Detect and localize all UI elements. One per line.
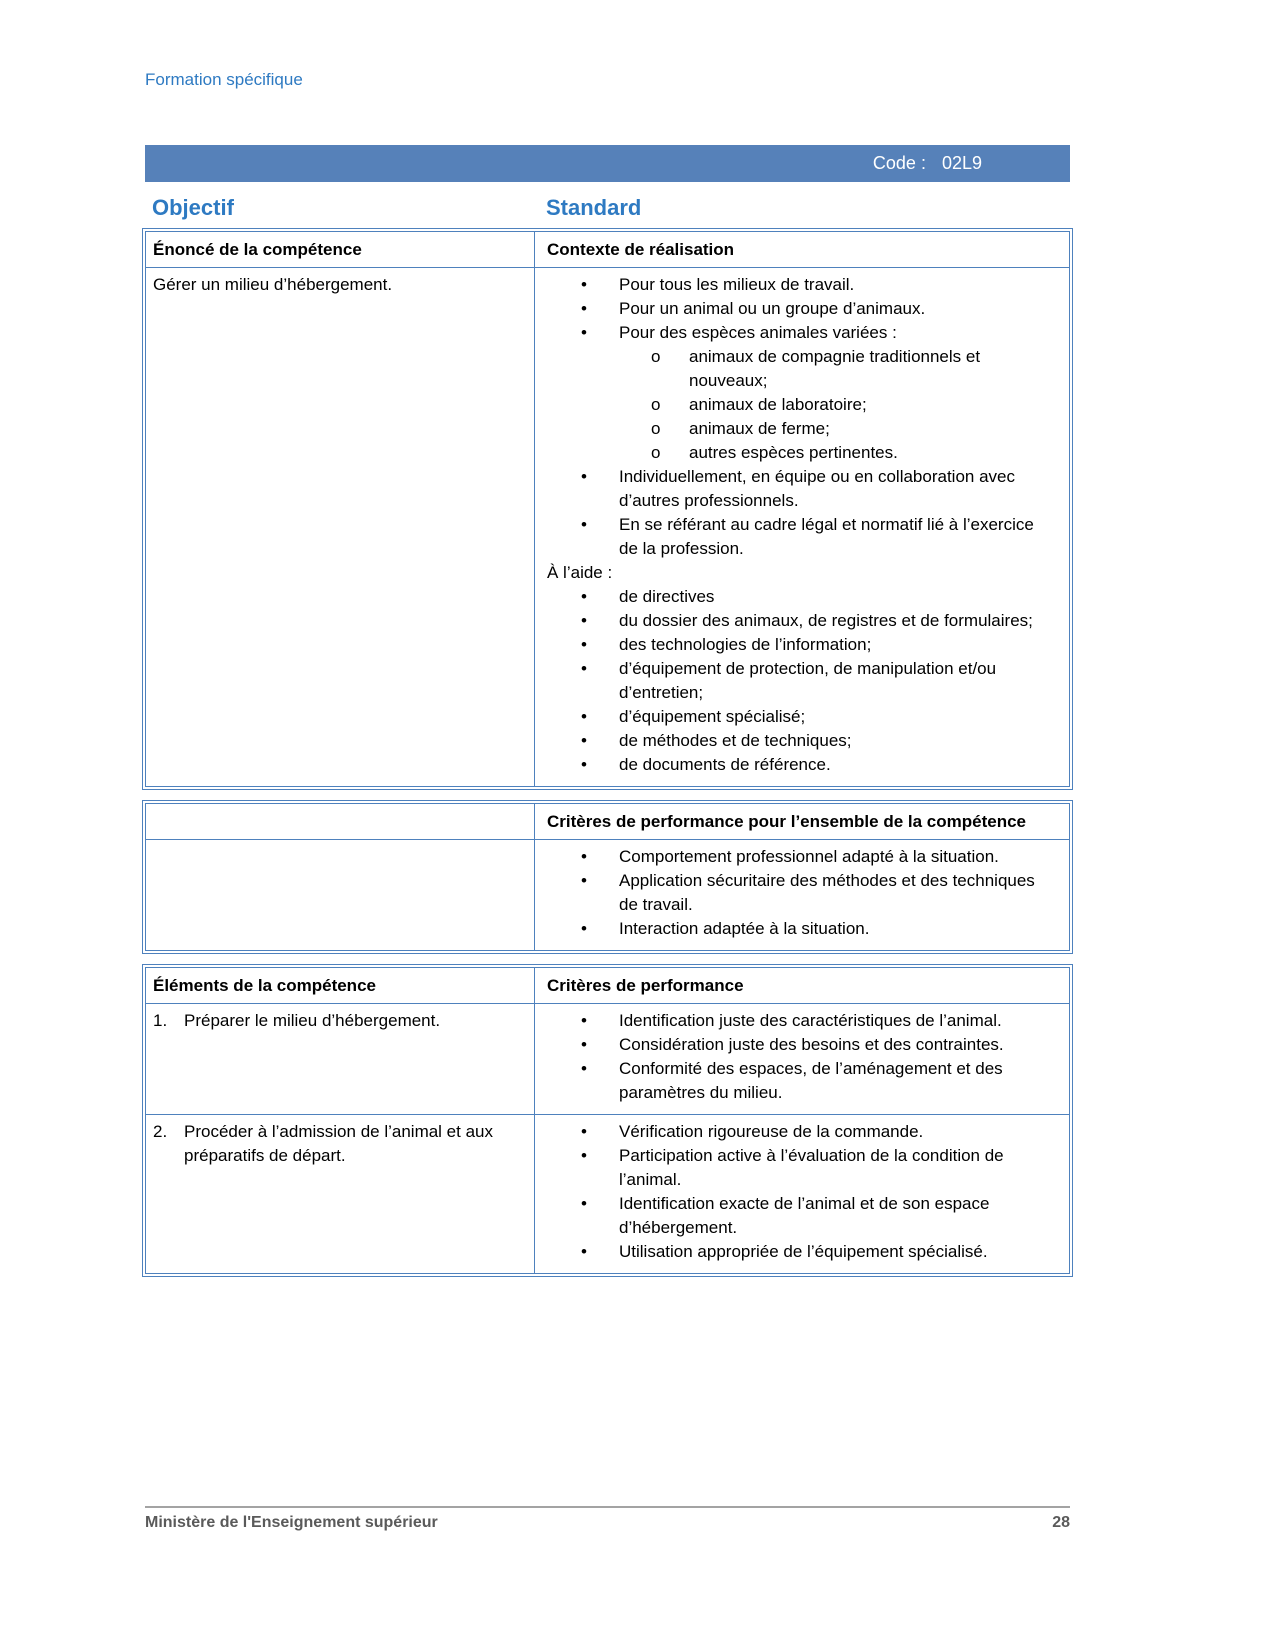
list-item — [547, 345, 1055, 393]
bullet-marker: • — [581, 275, 587, 294]
list-item — [547, 393, 1055, 417]
code-value: 02L9 — [941, 153, 982, 173]
bullet-marker: • — [581, 1122, 587, 1141]
list-item — [547, 1057, 1055, 1105]
bullet-marker: • — [581, 1194, 587, 1213]
bullet-marker: • — [581, 871, 587, 890]
list-item-text: Individuellement, en équipe ou en collaboration avec d’autres professionnels. — [619, 467, 1015, 510]
list-item-text: Vérification rigoureuse de la commande. — [619, 1122, 924, 1141]
criteres-ensemble-list — [547, 845, 1055, 941]
list-item-text: de méthodes et de techniques; — [619, 731, 852, 750]
criteres-list — [547, 1120, 1055, 1264]
bullet-marker: • — [581, 1242, 587, 1261]
item-text: Procéder à l’admission de l’animal et aux préparatifs de départ. — [184, 1122, 493, 1165]
bullet-marker: • — [581, 731, 587, 750]
list-item-text: Considération juste des besoins et des contraintes. — [619, 1035, 1004, 1054]
list-item-text: d’équipement spécialisé; — [619, 707, 806, 726]
list-item — [547, 1144, 1055, 1192]
list-item-text: de directives — [619, 587, 715, 606]
table-criteres-ensemble — [145, 803, 1070, 951]
bullet-marker: • — [581, 611, 587, 630]
list-item-text: Identification exacte de l’animal et de son espace d’hébergement. — [619, 1194, 990, 1237]
sub-bullet-marker: o — [651, 395, 661, 414]
list-item — [547, 609, 1055, 633]
empty-cell — [146, 804, 534, 839]
list-item-text: Pour des espèces animales variées : — [619, 323, 897, 342]
section-label: Formation spécifique — [145, 70, 303, 89]
list-item — [547, 917, 1055, 941]
bullet-marker: • — [581, 587, 587, 606]
list-item-text: Utilisation appropriée de l’équipement spécialisé. — [619, 1242, 988, 1261]
numbered-item — [153, 1009, 524, 1033]
list-item-text: Comportement professionnel adapté à la situation. — [619, 847, 999, 866]
list-item — [547, 1240, 1055, 1264]
code-bar — [145, 145, 1070, 182]
criteres-cell — [534, 1004, 1069, 1114]
sub-bullet-marker: o — [651, 443, 661, 462]
list-item — [547, 657, 1055, 705]
header-contexte: Contexte de réalisation — [534, 232, 1069, 267]
page-number: 28 — [1052, 1514, 1070, 1531]
table-body-row — [146, 267, 1069, 786]
list-item-text: des technologies de l’information; — [619, 635, 872, 654]
list-item — [547, 273, 1055, 297]
list-item-text: Pour un animal ou un groupe d’animaux. — [619, 299, 926, 318]
page-footer — [145, 1506, 1070, 1532]
list-item-text: animaux de compagnie traditionnels et nouveaux; — [689, 347, 981, 390]
header-elements: Éléments de la compétence — [153, 976, 376, 995]
list-item-text: Application sécuritaire des méthodes et des techniques de travail. — [619, 871, 1035, 914]
list-item-text: Pour tous les milieux de travail. — [619, 275, 855, 294]
list-item — [547, 753, 1055, 777]
list-item-text: En se référant au cadre légal et normatif lié à l’exercice de la profession. — [619, 515, 1034, 558]
bullet-marker: • — [581, 847, 587, 866]
list-item — [547, 1192, 1055, 1240]
list-item-text: Interaction adaptée à la situation. — [619, 919, 870, 938]
bullet-marker: • — [581, 323, 587, 342]
code-label: Code : — [872, 153, 926, 173]
list-item-text: animaux de laboratoire; — [689, 395, 867, 414]
list-item — [547, 513, 1055, 561]
list-item — [547, 1009, 1055, 1033]
bullet-marker: • — [581, 1059, 587, 1078]
criteres-cell — [534, 1115, 1069, 1273]
header-criteres: Critères de performance — [534, 968, 1069, 1003]
list-item-text: Participation active à l’évaluation de la condition de l’animal. — [619, 1146, 1004, 1189]
table-header-row — [146, 968, 1069, 1003]
list-item — [547, 869, 1055, 917]
header-enonce: Énoncé de la compétence — [153, 240, 362, 259]
item-text: Préparer le milieu d’hébergement. — [184, 1011, 441, 1030]
list-item — [547, 633, 1055, 657]
element-row-1 — [146, 1003, 1069, 1114]
bullet-marker: • — [581, 919, 587, 938]
criteres-list — [547, 1009, 1055, 1105]
objectif-heading: Objectif — [152, 195, 234, 220]
header-criteres-ensemble: Critères de performance pour l’ensemble de la compétence — [534, 804, 1069, 839]
list-item — [547, 705, 1055, 729]
bullet-marker: • — [581, 1035, 587, 1054]
bullet-marker: • — [581, 635, 587, 654]
bullet-marker: • — [581, 467, 587, 486]
item-number: 2. — [153, 1122, 168, 1141]
sub-bullet-marker: o — [651, 419, 661, 438]
list-item-text: autres espèces pertinentes. — [689, 443, 898, 462]
sub-bullet-marker: o — [651, 347, 661, 366]
list-item — [547, 585, 1055, 609]
table-header-row — [146, 232, 1069, 267]
table-elements-criteres — [145, 967, 1070, 1274]
enonce-text: Gérer un milieu d’hébergement. — [153, 275, 393, 294]
table-header-row — [146, 804, 1069, 839]
bullet-marker: • — [581, 755, 587, 774]
list-item-text: d’équipement de protection, de manipulation et/ou d’entretien; — [619, 659, 997, 702]
list-item — [547, 441, 1055, 465]
list-item — [547, 845, 1055, 869]
document-content — [145, 0, 1070, 1290]
list-item-text: de documents de référence. — [619, 755, 831, 774]
bullet-marker: • — [581, 299, 587, 318]
standard-heading: Standard — [546, 195, 642, 220]
element-cell — [146, 1115, 534, 1273]
footer-ministry: Ministère de l'Enseignement supérieur — [145, 1514, 438, 1531]
table-enonce-contexte — [145, 231, 1070, 787]
list-item-text: du dossier des animaux, de registres et de formulaires; — [619, 611, 1033, 630]
bullet-marker: • — [581, 1146, 587, 1165]
empty-cell — [146, 840, 534, 950]
contexte-cell — [534, 268, 1069, 786]
bullet-marker: • — [581, 515, 587, 534]
bullet-marker: • — [581, 659, 587, 678]
bullet-marker: • — [581, 1011, 587, 1030]
contexte-list — [547, 273, 1055, 777]
list-item — [547, 1033, 1055, 1057]
list-item — [547, 1120, 1055, 1144]
element-row-2 — [146, 1114, 1069, 1273]
list-item — [547, 297, 1055, 321]
item-number: 1. — [153, 1011, 168, 1030]
list-item — [547, 417, 1055, 441]
list-item — [547, 321, 1055, 345]
criteres-ensemble-cell — [534, 840, 1069, 950]
table-body-row — [146, 839, 1069, 950]
list-item-text: Identification juste des caractéristiques de l’animal. — [619, 1011, 1002, 1030]
list-item — [547, 729, 1055, 753]
list-item — [547, 465, 1055, 513]
element-cell — [146, 1004, 534, 1114]
list-item: À l’aide : — [547, 563, 613, 582]
list-item-text: animaux de ferme; — [689, 419, 830, 438]
list-item-text: Conformité des espaces, de l’aménagement et des paramètres du milieu. — [619, 1059, 1003, 1102]
bullet-marker: • — [581, 707, 587, 726]
numbered-item — [153, 1120, 524, 1168]
column-headings — [145, 195, 1070, 221]
